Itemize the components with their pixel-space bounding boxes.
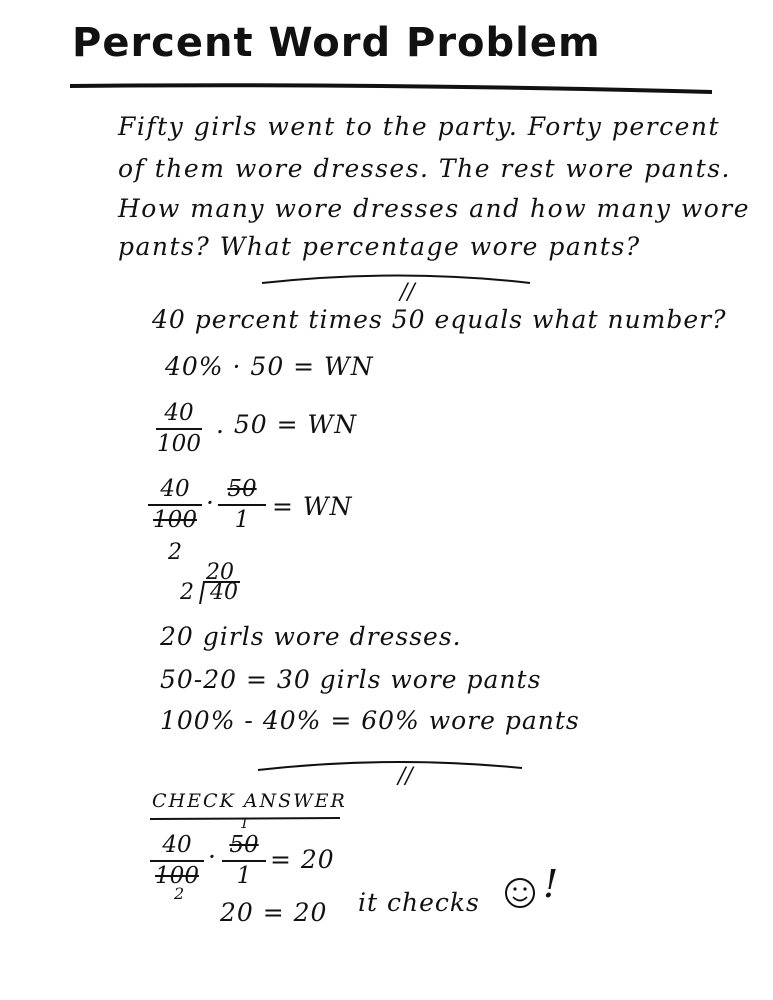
equation-1: 40% · 50 = WN xyxy=(165,352,374,381)
check-rest: = 20 xyxy=(270,845,335,874)
result-percent: 100% - 40% = 60% wore pants xyxy=(160,706,580,735)
divider-2-mark: // xyxy=(398,764,413,789)
result-pants: 50-20 = 30 girls wore pants xyxy=(160,665,542,694)
equation-3-denominator-2: 1 xyxy=(234,507,250,533)
check-exclamation: ! xyxy=(543,862,559,906)
check-reduced-denominator: 2 xyxy=(174,884,185,903)
work-statement: 40 percent times 50 equals what number? xyxy=(152,305,727,334)
check-heading: CHECK ANSWER xyxy=(152,790,347,812)
check-numerator-2: 50 xyxy=(229,832,259,858)
equation-3-numerator-2: 50 xyxy=(227,476,257,502)
problem-line-3: How many wore dresses and how many wore xyxy=(118,194,751,223)
division-dividend: 40 xyxy=(210,580,238,605)
multiply-dot: · xyxy=(208,842,217,871)
page-title: Percent Word Problem xyxy=(72,20,601,66)
problem-line-2: of them wore dresses. The rest wore pants. xyxy=(118,154,731,183)
result-dresses: 20 girls wore dresses. xyxy=(160,622,462,651)
check-denominator-1: 100 xyxy=(155,863,199,889)
equation-3-rest: = WN xyxy=(272,492,353,521)
equation-2-denominator: 100 xyxy=(157,431,201,457)
problem-line-1: Fifty girls went to the party. Forty percent xyxy=(118,112,721,141)
check-reduced-numerator: 1 xyxy=(240,816,249,832)
check-equation: 20 = 20 xyxy=(220,898,328,927)
division-divisor: 2 xyxy=(180,580,194,605)
multiply-dot: · xyxy=(206,488,215,517)
division-quotient: 20 xyxy=(206,560,234,585)
check-denominator-2: 1 xyxy=(236,863,252,889)
divider-1-mark: // xyxy=(400,280,415,305)
equation-3-denominator-1: 100 xyxy=(153,507,197,533)
check-note: it checks xyxy=(358,888,480,917)
reduced-denominator: 2 xyxy=(168,540,182,565)
check-numerator-1: 40 xyxy=(162,832,192,858)
equation-3-numerator-1: 40 xyxy=(160,476,190,502)
equation-2-rest: . 50 = WN xyxy=(216,410,358,439)
equation-2-numerator: 40 xyxy=(164,400,194,426)
problem-line-4: pants? What percentage wore pants? xyxy=(118,232,641,261)
